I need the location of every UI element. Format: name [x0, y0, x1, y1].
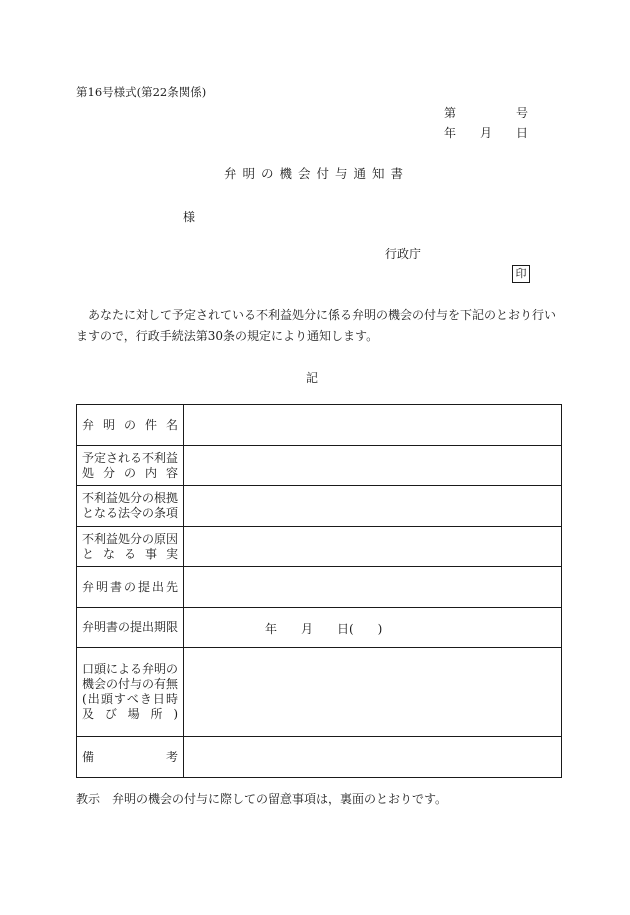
deadline-day: 日( ) [337, 621, 383, 636]
table-row [77, 737, 562, 778]
notice-body [76, 305, 556, 347]
doc-no-go: 号 [516, 106, 529, 120]
row-value-cause-facts[interactable] [184, 527, 562, 567]
table-row [77, 608, 562, 648]
row-label-remarks: 備考 [77, 737, 184, 778]
ki-heading: 記 [306, 371, 319, 385]
row-value-case-name[interactable] [184, 405, 562, 446]
row-value-legal-basis[interactable] [184, 486, 562, 527]
date-year: 年 [444, 126, 457, 140]
row-label-submission-destination: 弁明書の提出先 [77, 567, 184, 608]
row-value-submission-destination[interactable] [184, 567, 562, 608]
table-row [77, 446, 562, 486]
table-row [77, 405, 562, 446]
date-day: 日 [516, 126, 529, 140]
row-label-legal-basis: 不利益処分の根拠 となる法令の条項 [77, 486, 184, 527]
body-line-1: あなたに対して予定されている不利益処分に係る弁明の機会の付与を下記のとおり行い [88, 308, 557, 322]
table-row [77, 527, 562, 567]
table-row [77, 648, 562, 737]
row-label-oral-opportunity: 口頭による弁明の 機会の付与の有無 (出頭すべき日時 及び場所) [77, 648, 184, 737]
instruction-note: 教示 弁明の機会の付与に際しての留意事項は，裏面のとおりです。 [76, 792, 448, 806]
table-row [77, 486, 562, 527]
form-number: 第16号様式(第22条関係) [76, 85, 207, 99]
doc-no-dai: 第 [444, 106, 457, 120]
row-value-oral-opportunity[interactable] [184, 648, 562, 737]
table-row [77, 567, 562, 608]
seal-mark: 印 [512, 265, 530, 283]
body-line-2: ますので，行政手続法第30条の規定により通知します。 [76, 329, 379, 343]
document-title: 弁明の機会付与通知書 [224, 166, 410, 181]
row-label-case-name: 弁明の件名 [77, 405, 184, 446]
details-table [76, 404, 562, 778]
row-label-submission-deadline: 弁明書の提出期限 [77, 608, 184, 648]
row-value-remarks[interactable] [184, 737, 562, 778]
agency-name: 行政庁 [385, 247, 422, 261]
addressee-suffix: 様 [183, 210, 196, 224]
deadline-year: 年 [265, 621, 278, 636]
date-month: 月 [480, 126, 493, 140]
row-value-planned-disposition[interactable] [184, 446, 562, 486]
row-label-planned-disposition: 予定される不利益 処分の内容 [77, 446, 184, 486]
row-label-cause-facts: 不利益処分の原因 となる事実 [77, 527, 184, 567]
row-value-submission-deadline[interactable] [184, 608, 562, 648]
deadline-month: 月 [301, 621, 314, 636]
